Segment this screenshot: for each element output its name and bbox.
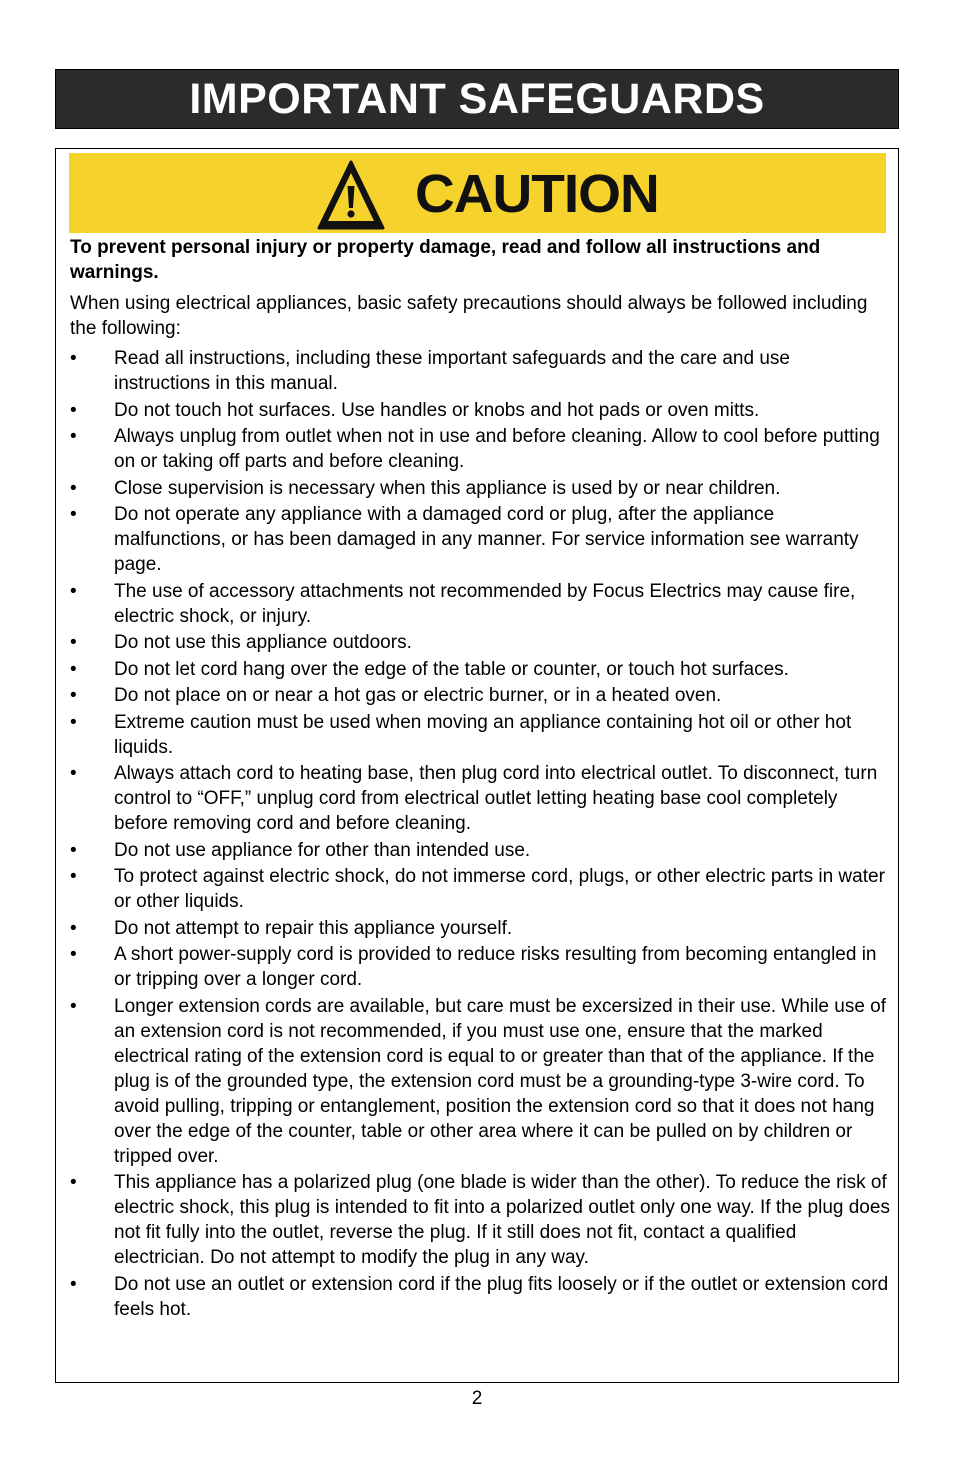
intro-text: When using electrical appliances, basic safety precautions should always be followed including the following: (70, 293, 868, 339)
list-item (56, 916, 898, 941)
bullet-icon: • (70, 348, 77, 369)
list-item-text: Read all instructions, including these important safeguards and the care and use instructions in this manual. (114, 348, 790, 394)
list-item-text: Always unplug from outlet when not in use and before cleaning. Allow to cool before putting on or taking off parts and before cleaning. (114, 426, 880, 472)
list-item (56, 1170, 898, 1270)
list-item-text: Do not place on or near a hot gas or electric burner, or in a heated oven. (114, 685, 722, 706)
list-item (56, 657, 898, 682)
list-item (56, 1272, 898, 1322)
list-item-text: This appliance has a polarized plug (one blade is wider than the other). To reduce the risk of electric shock, this plug is intended to fit into a polarized outlet only one way. If the plug does not fit fully into the outlet, reverse the plug. If it still does not fit, contact a qualified electrician. Do not attempt to modify the plug in any way. (114, 1172, 890, 1268)
list-item-text: The use of accessory attachments not recommended by Focus Electrics may cause fire, electric shock, or injury. (114, 580, 856, 627)
bullet-icon: • (70, 839, 77, 861)
bullet-icon: • (70, 1172, 77, 1193)
safeguards-panel (55, 148, 899, 1383)
page-number: 2 (471, 1388, 483, 1409)
page-title: IMPORTANT SAFEGUARDS (189, 74, 765, 123)
intro-warning: To prevent personal injury or property damage, read and follow all instructions and warnings. (70, 237, 821, 283)
list-item (56, 630, 898, 655)
bullet-icon: • (70, 866, 77, 887)
warning-triangle-icon (317, 159, 385, 231)
bullet-icon: • (70, 917, 77, 939)
list-item (56, 398, 898, 423)
list-item-text: A short power-supply cord is provided to reduce risks resulting from becoming entangled in or tripping over a longer cord. (114, 944, 877, 990)
list-item (56, 710, 898, 760)
list-item-text: To protect against electric shock, do not immerse cord, plugs, or other electric parts in water or other liquids. (114, 866, 885, 912)
list-item (56, 864, 898, 914)
list-item (56, 683, 898, 708)
bullet-icon: • (70, 632, 77, 653)
bullet-icon: • (70, 1273, 77, 1295)
safeguards-list (56, 346, 898, 1323)
list-item-text: Do not attempt to repair this appliance yourself. (114, 917, 513, 939)
list-item (56, 579, 898, 629)
list-item (56, 942, 898, 992)
list-item (56, 994, 898, 1169)
bullet-icon: • (70, 711, 77, 733)
bullet-icon: • (70, 685, 77, 706)
bullet-icon: • (70, 426, 77, 447)
list-item-text: Close supervision is necessary when this appliance is used by or near children. (114, 477, 781, 499)
caution-banner (69, 153, 886, 233)
caution-label: CAUTION (415, 164, 659, 224)
list-item (56, 761, 898, 836)
list-item (56, 476, 898, 501)
list-item-text: Do not let cord hang over the edge of the table or counter, or touch hot surfaces. (114, 658, 789, 680)
list-item-text: Extreme caution must be used when moving an appliance containing hot oil or other hot liquids. (114, 711, 852, 758)
bullet-icon: • (70, 504, 77, 525)
header-bar (55, 69, 899, 129)
list-item-text: Longer extension cords are available, but care must be excersized in their use. While use of an extension cord is not recommended, if you must use one, ensure that the marked electrical rating of the extension cord is equal to or greater than that of the appliance. If the plug is of the grounded type, the extension cord must be a grounding-type 3-wire cord. To avoid pulling, tripping or entanglement, position the extension cord so that it does not hang over the edge of the counter, table or other area where it can be pulled on by children or tripped over. (114, 995, 887, 1167)
list-item-text: Do not use appliance for other than intended use. (114, 839, 531, 861)
bullet-icon: • (70, 477, 77, 499)
list-item (56, 502, 898, 577)
list-item-text: Do not operate any appliance with a damaged cord or plug, after the appliance malfunctions, or has been damaged in any manner. For service information see warranty page. (114, 504, 859, 575)
bullet-icon: • (70, 580, 77, 602)
bullet-icon: • (70, 944, 77, 965)
list-item (56, 838, 898, 863)
list-item-text: Do not use an outlet or extension cord if the plug fits loosely or if the outlet or extension cord feels hot. (114, 1273, 889, 1320)
bullet-icon: • (70, 658, 77, 680)
bullet-icon: • (70, 399, 77, 421)
list-item-text: Always attach cord to heating base, then plug cord into electrical outlet. To disconnect, turn control to “OFF,” unplug cord from electrical outlet letting heating base cool completely before removing cord and before cleaning. (114, 763, 878, 834)
list-item-text: Do not use this appliance outdoors. (114, 632, 412, 653)
bullet-icon: • (70, 995, 77, 1017)
list-item (56, 346, 898, 396)
list-item (56, 424, 898, 474)
bullet-icon: • (70, 763, 77, 784)
list-item-text: Do not touch hot surfaces. Use handles or knobs and hot pads or oven mitts. (114, 399, 760, 421)
